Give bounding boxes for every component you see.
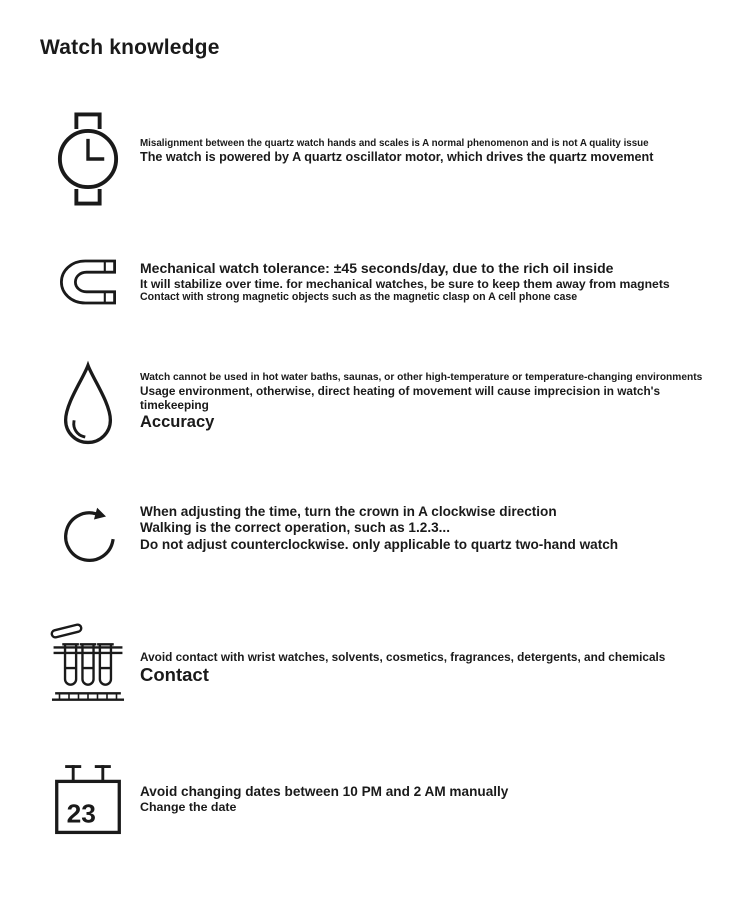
icon-column <box>40 360 136 452</box>
section-text <box>136 256 732 304</box>
info-line: The watch is powered by A quartz oscillator motor, which drives the quartz movement <box>140 149 654 164</box>
section-text <box>136 760 732 815</box>
info-line: It will stabilize over time. for mechanical watches, be sure to keep them away from magnets <box>140 276 670 291</box>
section-heading: Accuracy <box>140 412 215 431</box>
calendar-icon <box>50 760 126 839</box>
icon-column <box>40 620 136 716</box>
icon-column <box>40 760 136 839</box>
info-line: Mechanical watch tolerance: ±45 seconds/day, due to the rich oil inside <box>140 260 614 276</box>
magnet-icon <box>53 256 123 308</box>
watch-icon <box>56 110 120 208</box>
info-line: Avoid contact with wrist watches, solvents, cosmetics, fragrances, detergents, and chemicals <box>140 650 666 664</box>
section-accuracy <box>40 360 732 452</box>
section-quartz-movement <box>40 110 732 208</box>
info-line: Usage environment, otherwise, direct heating of movement will cause imprecision in watch's timekeeping <box>140 384 661 413</box>
info-line: When adjusting the time, turn the crown in A clockwise direction <box>140 504 557 519</box>
page-title: Watch knowledge <box>40 36 220 59</box>
section-heading: Contact <box>140 664 209 686</box>
section-text <box>136 110 732 165</box>
calendar-day-number: 23 <box>66 798 96 829</box>
section-time-adjustment <box>40 496 732 570</box>
note-line: Misalignment between the quartz watch hands and scales is A normal phenomenon and is not A quality issue <box>140 138 649 149</box>
info-line: Change the date <box>140 800 237 815</box>
note-line: Contact with strong magnetic objects such as the magnetic clasp on A cell phone case <box>140 291 578 304</box>
note-line: Watch cannot be used in hot water baths, saunas, or other high-temperature or temperature-changing environments <box>140 372 703 383</box>
section-text <box>136 496 732 553</box>
section-magnetism <box>40 256 732 308</box>
section-text <box>136 620 732 686</box>
icon-column <box>40 256 136 308</box>
test-tubes-icon <box>50 620 126 716</box>
info-line: Walking is the correct operation, such as 1.2.3... <box>140 520 450 536</box>
info-line: Avoid changing dates between 10 PM and 2 AM manually <box>140 784 509 799</box>
icon-column <box>40 110 136 208</box>
section-text <box>136 360 732 432</box>
section-chemical-contact <box>40 620 732 716</box>
info-line: Do not adjust counterclockwise. only applicable to quartz two-hand watch <box>140 536 619 552</box>
section-change-date <box>40 760 732 839</box>
clockwise-arrow-icon <box>52 496 124 570</box>
water-drop-icon <box>59 360 117 452</box>
icon-column <box>40 496 136 570</box>
